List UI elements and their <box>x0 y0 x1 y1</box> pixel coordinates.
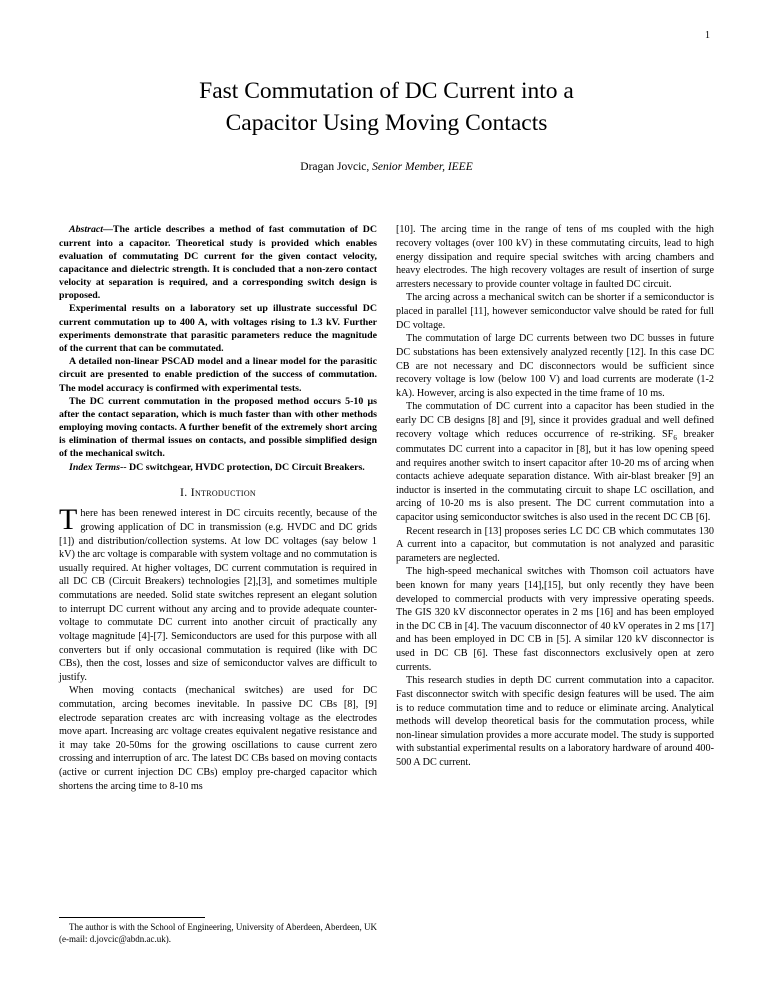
abstract-label: Abstract <box>69 224 104 236</box>
right-paragraph-1: [10]. The arcing time in the range of tens of ms coupled with the high recovery voltages (over 100 kV) in these commutating circuits, lead to high energy dissipation and require special switches with arcing chambers and heavy electrodes. The high recovery voltages are result of insertion of surge arresters necessary to provide counter voltage in faulted DC circuit. <box>396 224 714 290</box>
sf6-subscript: 6 <box>673 433 677 442</box>
left-column <box>59 223 377 945</box>
right-paragraph-4-start: The commutation of DC current into a capacitor has been studied in the early DC CB designs [8] and [9], since it provides gradual and well defined recovery voltage which reduces occurrence of re-striking. SF <box>396 401 714 440</box>
abstract-paragraph-3: A detailed non-linear PSCAD model and a linear model for the parasitic circuit are presented to enable prediction of the success of commutation. The model accuracy is confirmed with experimental tests. <box>59 356 377 394</box>
abstract-paragraph-1 <box>59 223 377 302</box>
footnote-separator <box>59 917 205 918</box>
index-terms <box>59 461 377 474</box>
abstract-text-1: —The article describes a method of fast commutation of DC current into a capacitor. Theoretical study is provided which enables evaluation of commutating DC current for the given contact velocity, capacitance and dielectric strength. It is concluded that a non-zero contact velocity at separation is required, and a corresponding switch design is proposed. <box>59 224 377 302</box>
footnote-text: The author is with the School of Engineering, University of Aberdeen, Aberdeen, UK (e-mail: d.jovcic@abdn.ac.uk). <box>59 922 377 944</box>
page-number: 1 <box>705 30 710 41</box>
two-column-body <box>59 223 714 945</box>
author-footnote <box>59 917 377 945</box>
author-membership: Senior Member, IEEE <box>372 161 473 174</box>
intro-paragraph-1 <box>59 503 377 684</box>
dropcap-letter: T <box>59 503 78 537</box>
right-paragraph-4-end: breaker commutates DC current into a capacitor in [8], but it has low opening speed and requires another switch to insert capacitor after 10-20 ms of arcing when contacts achieve adequate separation distance. With air-blast breaker [9] an inductor is inserted in the commutating circuit to shape LC oscillation, and arcing of 10-20 ms is also present. The DC current commutation into a capacitor using semiconductor switches is also used in the recent DC CB [6]. <box>396 428 714 523</box>
right-paragraph-4 <box>396 400 714 524</box>
right-paragraph-5: Recent research in [13] proposes series LC DC CB which commutates 130 A current into a capacitor, but commutation is not analyzed and parasitic parameters are neglected. <box>396 525 714 564</box>
right-paragraph-7: This research studies in depth DC current commutation into a capacitor. Fast disconnector switch with specific design features will be used. The aim is to reduce commutation time and to reduce or eliminate arcing. Analytical methods will develop theoretical basis for the commutation process, while non-linear simulation provides a more accurate model. The study is supported with substantial experimental results on a laboratory hardware of around 400-500 A DC current. <box>396 675 714 768</box>
intro-paragraph-2: When moving contacts (mechanical switches) are used for DC commutation, arcing becomes inevitable. In passive DC CBs [8], [9] electrode separation creates arc with increasing voltage as the electrodes move apart. Increasing arc voltage creates equivalent negative resistance and it may take 20-50ms for the growing oscillations to cause current zero crossing and interruption of arc. The latest DC CBs based on moving contacts (active or current injection DC CBs) employ pre-charged capacitor which shortens the arcing time to 8-10 ms <box>59 685 377 792</box>
paper-title-line2: Capacitor Using Moving Contacts <box>225 109 548 136</box>
intro-paragraph-1-text: here has been renewed interest in DC circuits recently, because of the growing application of DC in transmission (e.g. HVDC and DC grids [1]) and distribution/collection systems. At low DC voltages (say below 1 kV) the arc voltage is comparable with system voltage and no commutation is usually required. At higher voltages, DC current commutation is required in all DC CB (Circuit Breakers) technologies [2],[3], and sometimes multiple commutations are needed. Solid state switches represent an elegant solution to interrupt DC current without any arcing and to provide adequate counter-voltage to commutate DC current into another circuit of practically any voltage magnitude [4]-[7]. Semiconductors are used for this purpose with all converters but if only occasional commutation is required (like with DC CBs), then the cost, losses and size of semiconductor valves are difficult to justify. <box>59 508 377 683</box>
index-terms-text: -- DC switchgear, HVDC protection, DC Circuit Breakers. <box>119 461 365 473</box>
index-terms-label: Index Terms <box>69 461 120 473</box>
right-column <box>396 223 714 945</box>
paper-title-line1: Fast Commutation of DC Current into a <box>199 78 574 104</box>
section-heading-introduction: I. Introduction <box>179 484 257 499</box>
right-paragraph-6: The high-speed mechanical switches with Thomson coil actuators have been known for many years [14],[15], but only recently they have been developed to commercial products with very impressive operating speeds. The GIS 320 kV disconnector operates in 2 ms [16] and has been employed in the DC CB in [4]. The vacuum disconnector of 40 kV operates in 2 ms [17] and has been employed in DC CB in [5]. A similar 120 kV disconnector is used in DC CB [6]. These fast disconnectors exclusively open at zero currents. <box>396 566 714 673</box>
right-paragraph-2: The arcing across a mechanical switch can be shorter if a semiconductor is placed in parallel [11], however semiconductor valve should be rated for full DC voltage. <box>396 292 714 331</box>
abstract-paragraph-2: Experimental results on a laboratory set up illustrate successful DC current commutation up to 400 A, with voltages rising to 1.3 kV. Further experiments demonstrate that parasitic parameters reduce the magnitude of the current that can be commutated. <box>59 303 377 354</box>
author-name: Dragan Jovcic, <box>300 161 373 174</box>
right-paragraph-3: The commutation of large DC currents between two DC busses in future DC substations has been extensively analyzed recently [12]. In this case DC CB are not necessary and DC disconnectors would be sufficient since recovery voltage is low (below 100 V) and load currents are moderate (1-2 kA). However, arcing is also expected in the time frame of 10 ms. <box>396 333 714 399</box>
author-line <box>59 161 714 173</box>
abstract-paragraph-4: The DC current commutation in the proposed method occurs 5-10 μs after the contact separation, which is much faster than with other methods employing moving contacts. A further benefit of the extremely short arcing is elimination of thermal issues on contacts, and possible simplified design of the mechanical switch. <box>59 395 377 460</box>
paper-title <box>59 76 714 139</box>
